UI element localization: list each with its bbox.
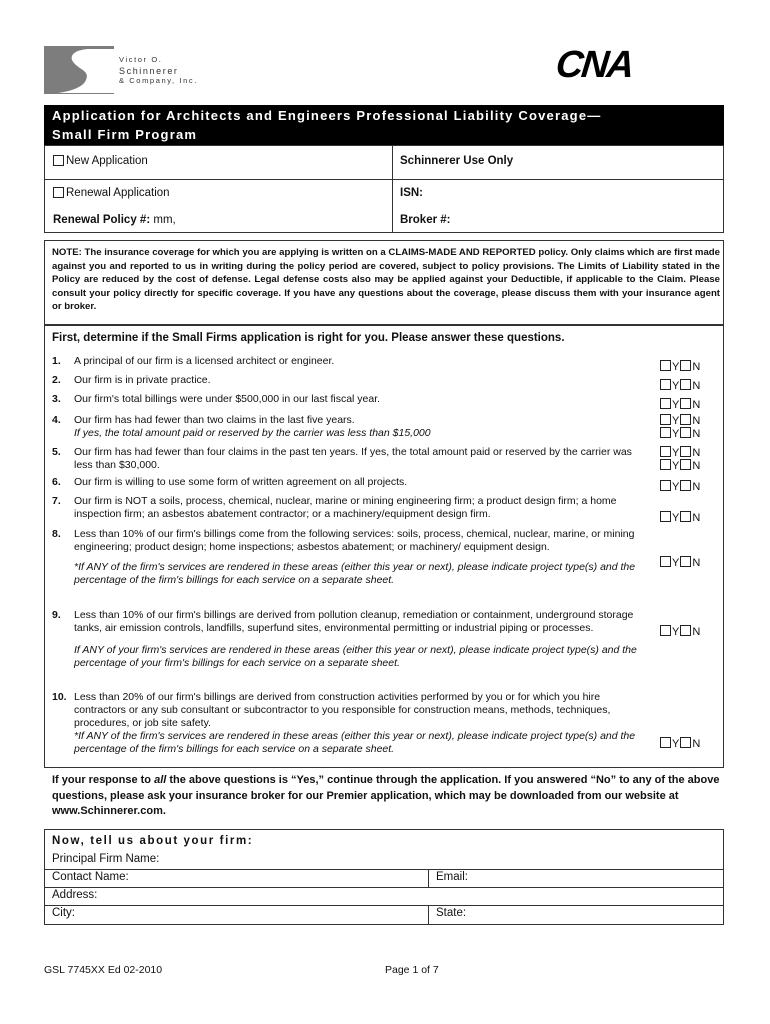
yes-checkbox[interactable] — [660, 625, 671, 636]
no-checkbox[interactable] — [680, 480, 691, 491]
question-number: 2. — [52, 374, 61, 386]
question-9-yn[interactable] — [660, 625, 700, 639]
yes-label: Y — [672, 460, 680, 472]
question-text: Less than 10% of our firm's billings come from the following services: soils, process, chemical, nuclear, marine, or mining engineering; product design; home inspections; asbestos abatement; or machinery/ equipment design. — [74, 528, 635, 553]
divider — [44, 887, 724, 888]
principal-firm-name-field[interactable]: Principal Firm Name: — [52, 853, 160, 865]
company-name — [119, 55, 198, 87]
question-number: 6. — [52, 476, 61, 488]
no-checkbox[interactable] — [680, 459, 691, 470]
question-3 — [52, 393, 642, 406]
question-number: 10. — [52, 691, 67, 703]
no-label: N — [692, 460, 701, 472]
email-field[interactable]: Email: — [436, 871, 468, 883]
company-line: & Company, Inc. — [119, 76, 198, 85]
question-number: 7. — [52, 495, 61, 507]
question-number: 5. — [52, 446, 61, 458]
yes-label: Y — [672, 415, 680, 427]
company-line: Schinnerer — [119, 65, 179, 76]
form-title — [44, 105, 724, 145]
question-text: Our firm has had fewer than two claims in the last five years. — [74, 414, 355, 426]
form-title-line1: Application for Architects and Engineers Professional Liability Coverage— — [52, 108, 602, 123]
question-number: 1. — [52, 355, 61, 367]
question-text: Our firm's total billings were under $500,000 in our last fiscal year. — [74, 393, 381, 405]
no-label: N — [692, 626, 701, 638]
question-number: 3. — [52, 393, 61, 405]
new-application-checkbox[interactable] — [53, 155, 64, 166]
yes-label: Y — [672, 428, 680, 440]
new-application-label: New Application — [66, 155, 148, 167]
question-text: Less than 10% of our firm's billings are derived from pollution cleanup, remediation or containment, underground storage tanks, air emission controls, landfills, superfund sites, environmental permitting or industrial piping or processes. — [74, 609, 634, 634]
claims-made-note: NOTE: The insurance coverage for which you are applying is written on a CLAIMS-MADE AND REPORTED policy. Only claims which are first made against you and reported to us in writing during the policy period are covered, subject to policy provisions. The Limits of Liability stated in the Policy are reduced by the cost of defense. Legal defense costs also may be applied against your Deductible, if applicable to the Claim. Please consult your policy directly for specific coverage. If you have any questions about the coverage, please discuss them with your insurance agent or broker. — [52, 247, 720, 312]
question-text: Our firm has had fewer than four claims in the past ten years. If yes, the total amount paid or reserved by the carrier was less than $30,000. — [74, 446, 632, 471]
yes-checkbox[interactable] — [660, 511, 671, 522]
no-label: N — [692, 380, 701, 392]
question-1-yn[interactable] — [660, 360, 700, 374]
no-label: N — [692, 428, 701, 440]
no-label: N — [692, 512, 701, 524]
schinnerer-use-only: Schinnerer Use Only — [400, 155, 514, 167]
state-field[interactable]: State: — [436, 907, 467, 919]
question-number: 4. — [52, 414, 61, 426]
question-text: Our firm is NOT a soils, process, chemical, nuclear, marine or mining engineering firm; a product design firm; a home inspection firm; an asbestos abatement contractor; or a machinery/equipment design firm. — [74, 495, 617, 520]
no-label: N — [692, 557, 701, 569]
question-7-yn[interactable] — [660, 511, 700, 525]
new-application-option[interactable] — [53, 155, 148, 167]
question-8 — [52, 528, 642, 587]
question-note: If ANY of your firm's services are rendered in these areas (either this year or next), please indicate project type(s) and the percentage of your firm's billings for each service on a separate sheet. — [74, 644, 637, 669]
no-label: N — [692, 447, 701, 459]
renewal-policy-value: mm, — [153, 214, 176, 226]
yes-checkbox[interactable] — [660, 398, 671, 409]
question-note: *If ANY of the firm's services are rendered in these areas (either this year or next), please indicate project type(s) and the percentage of the firm's billings for each service on a separate sheet. — [74, 561, 636, 586]
no-label: N — [692, 361, 701, 373]
question-1 — [52, 355, 642, 368]
no-label: N — [692, 738, 701, 750]
yes-checkbox[interactable] — [660, 427, 671, 438]
question-10-yn[interactable] — [660, 737, 700, 751]
question-10 — [52, 691, 642, 756]
question-2-yn[interactable] — [660, 379, 700, 393]
question-number: 8. — [52, 528, 61, 540]
divider — [44, 869, 724, 870]
question-4-yn[interactable] — [660, 414, 700, 440]
broker-label: Broker #: — [400, 214, 451, 226]
no-label: N — [692, 481, 701, 493]
address-field[interactable]: Address: — [52, 889, 98, 901]
conclusion-text — [52, 773, 720, 820]
form-title-line2: Small Firm Program — [52, 127, 198, 142]
firm-section-heading: Now, tell us about your firm: — [52, 835, 254, 847]
no-checkbox[interactable] — [680, 414, 691, 425]
question-3-yn[interactable] — [660, 398, 700, 412]
divider — [428, 905, 429, 925]
page-number: Page 1 of 7 — [385, 964, 439, 976]
yes-label: Y — [672, 557, 680, 569]
no-checkbox[interactable] — [680, 360, 691, 371]
no-checkbox[interactable] — [680, 556, 691, 567]
question-7 — [52, 495, 642, 521]
no-checkbox[interactable] — [680, 625, 691, 636]
conclusion-part: If your response to — [52, 774, 155, 786]
yes-checkbox[interactable] — [660, 446, 671, 457]
city-field[interactable]: City: — [52, 907, 75, 919]
no-label: N — [692, 399, 701, 411]
question-6-yn[interactable] — [660, 480, 700, 494]
yes-label: Y — [672, 380, 680, 392]
conclusion-emphasis: all — [154, 774, 167, 786]
cna-logo: CNA — [553, 44, 635, 86]
no-checkbox[interactable] — [680, 446, 691, 457]
question-text: Less than 20% of our firm's billings are derived from construction activities performed by you or for which you hire contractors or any sub consultant or subcontractor to you responsible for construction means, methods, techniques, procedures, or job site safety. — [74, 691, 611, 729]
question-text: Our firm is willing to use some form of written agreement on all projects. — [74, 476, 408, 488]
renewal-application-checkbox[interactable] — [53, 187, 64, 198]
question-2 — [52, 374, 642, 387]
yes-label: Y — [672, 626, 680, 638]
question-number: 9. — [52, 609, 61, 621]
renewal-application-option[interactable] — [53, 187, 170, 199]
yes-checkbox[interactable] — [660, 360, 671, 371]
divider — [44, 179, 724, 180]
no-checkbox[interactable] — [680, 511, 691, 522]
question-5 — [52, 446, 642, 472]
question-6 — [52, 476, 642, 489]
yes-label: Y — [672, 512, 680, 524]
yes-label: Y — [672, 481, 680, 493]
yes-checkbox[interactable] — [660, 556, 671, 567]
form-code: GSL 7745XX Ed 02-2010 — [44, 964, 163, 976]
question-5-yn[interactable] — [660, 446, 700, 472]
divider — [392, 145, 393, 233]
isn-label: ISN: — [400, 187, 423, 199]
divider — [428, 869, 429, 887]
no-checkbox[interactable] — [680, 379, 691, 390]
yes-checkbox[interactable] — [660, 459, 671, 470]
renewal-policy-label: Renewal Policy #: — [53, 214, 151, 226]
no-checkbox[interactable] — [680, 737, 691, 748]
yes-checkbox[interactable] — [660, 414, 671, 425]
yes-label: Y — [672, 738, 680, 750]
no-checkbox[interactable] — [680, 427, 691, 438]
no-checkbox[interactable] — [680, 398, 691, 409]
renewal-policy-field[interactable] — [53, 214, 176, 226]
schinnerer-logo-icon — [44, 46, 114, 94]
yes-checkbox[interactable] — [660, 379, 671, 390]
yes-label: Y — [672, 361, 680, 373]
question-note: If yes, the total amount paid or reserved by the carrier was less than $15,000 — [74, 427, 431, 439]
yes-label: Y — [672, 399, 680, 411]
divider — [44, 905, 724, 906]
questions-heading: First, determine if the Small Firms application is right for you. Please answer these questions. — [52, 332, 565, 344]
question-text: Our firm is in private practice. — [74, 374, 211, 386]
question-8-yn[interactable] — [660, 556, 700, 570]
company-line: Victor O. — [119, 55, 163, 64]
question-4 — [52, 414, 642, 440]
contact-name-field[interactable]: Contact Name: — [52, 871, 129, 883]
yes-label: Y — [672, 447, 680, 459]
conclusion-part: the above questions is “Yes,” continue through the application. If you answered “No” to any of the above questions, please ask your insurance broker for our Premier application, which may be downloaded from our website at www.Schinnerer.com. — [52, 774, 720, 817]
no-label: N — [692, 415, 701, 427]
renewal-application-label: Renewal Application — [66, 187, 170, 199]
question-9 — [52, 609, 642, 670]
question-text: A principal of our firm is a licensed architect or engineer. — [74, 355, 335, 367]
question-note: *If ANY of the firm's services are rendered in these areas (either this year or next), please indicate project type(s) and the percentage of the firm's billings for each service on a separate sheet. — [74, 730, 636, 755]
yes-checkbox[interactable] — [660, 737, 671, 748]
yes-checkbox[interactable] — [660, 480, 671, 491]
